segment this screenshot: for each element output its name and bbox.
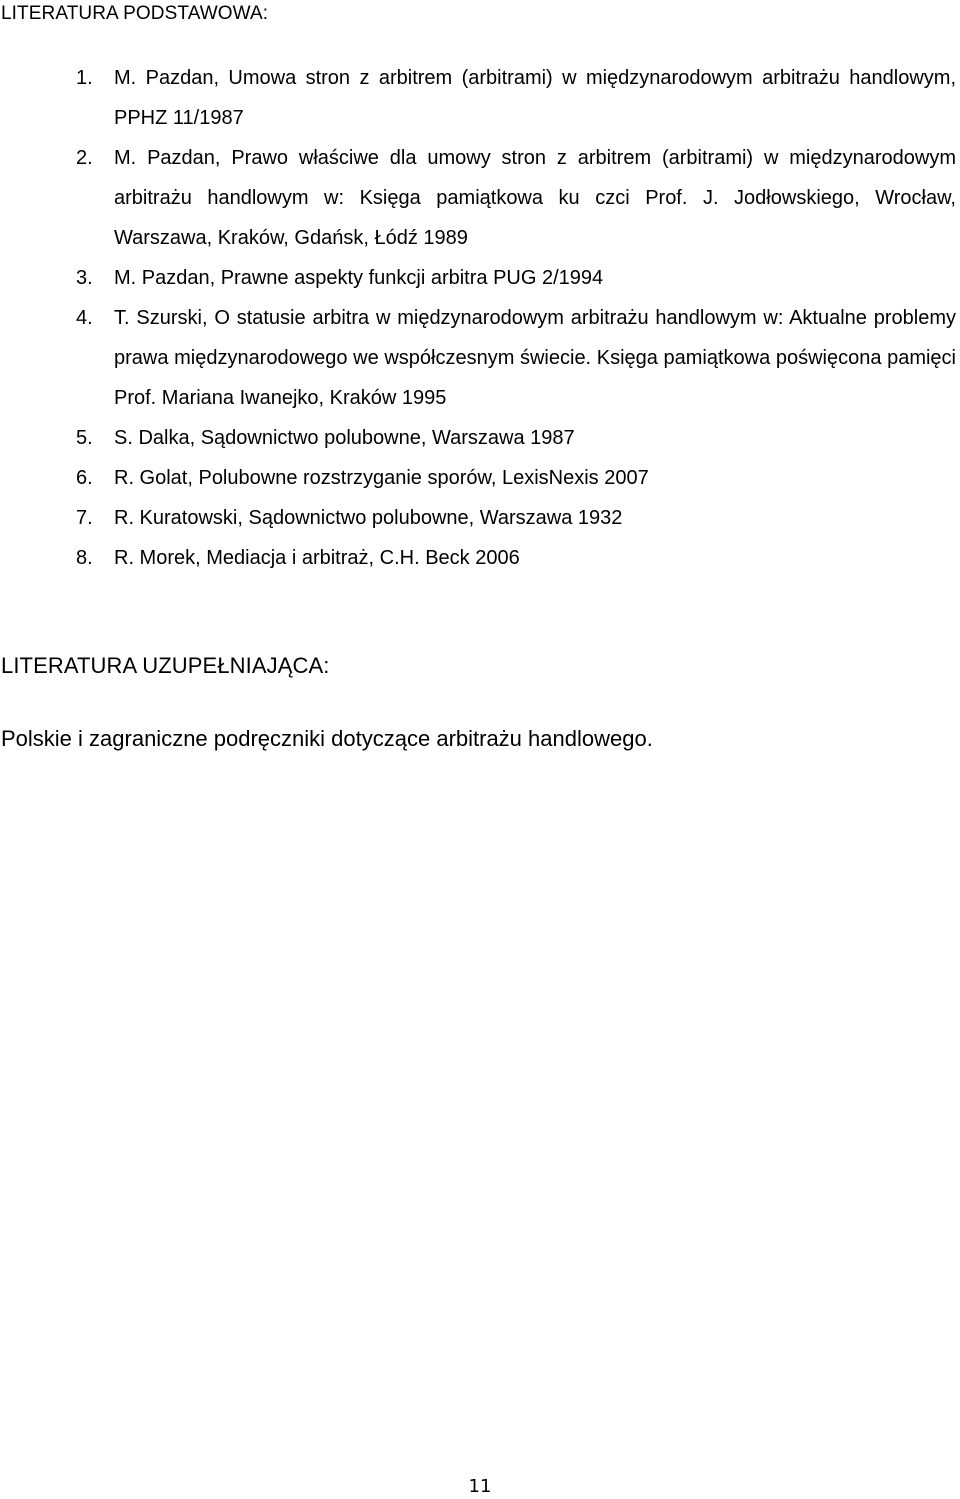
- list-item: [0, 418, 960, 458]
- list-item-number: 5.: [76, 427, 93, 449]
- list-item-text: M. Pazdan, Prawne aspekty funkcji arbitra PUG 2/1994: [114, 267, 604, 289]
- list-item-text: R. Morek, Mediacja i arbitraż, C.H. Beck 2006: [114, 547, 520, 569]
- supplementary-literature-text: Polskie i zagraniczne podręczniki dotyczące arbitrażu handlowego.: [1, 726, 653, 751]
- list-item-text: R. Golat, Polubowne rozstrzyganie sporów, LexisNexis 2007: [114, 467, 649, 489]
- basic-literature-heading: LITERATURA PODSTAWOWA:: [1, 3, 269, 24]
- list-item-number: 1.: [76, 67, 93, 89]
- list-item: [0, 258, 960, 298]
- list-item-text: M. Pazdan, Prawo właściwe dla umowy stron z arbitrem (arbitrami) w międzynarodowym arbitrażu handlowym w: Księga pamiątkowa ku czci Prof. J. Jodłowskiego, Wrocław, Warszawa, Kraków, Gdańsk, Łódź 1989: [114, 147, 956, 249]
- list-item-number: 8.: [76, 547, 93, 569]
- list-item: [0, 498, 960, 538]
- list-item-number: 4.: [76, 307, 93, 329]
- list-item-number: 2.: [76, 147, 93, 169]
- supplementary-literature-heading: LITERATURA UZUPEŁNIAJĄCA:: [1, 653, 330, 678]
- list-item-number: 6.: [76, 467, 93, 489]
- list-item-text: M. Pazdan, Umowa stron z arbitrem (arbitrami) w międzynarodowym arbitrażu handlowym, PPHZ 11/1987: [114, 67, 956, 129]
- list-item: [0, 58, 960, 138]
- list-item-number: 3.: [76, 267, 93, 289]
- list-item-text: S. Dalka, Sądownictwo polubowne, Warszawa 1987: [114, 427, 575, 449]
- list-item: [0, 538, 960, 578]
- page-number: 11: [468, 1476, 492, 1497]
- list-item: [0, 458, 960, 498]
- list-item: [0, 138, 960, 258]
- list-item-number: 7.: [76, 507, 93, 529]
- list-item: [0, 298, 960, 418]
- list-item-text: R. Kuratowski, Sądownictwo polubowne, Warszawa 1932: [114, 507, 623, 529]
- basic-literature-list: [0, 58, 960, 578]
- list-item-text: T. Szurski, O statusie arbitra w międzynarodowym arbitrażu handlowym w: Aktualne problemy prawa międzynarodowego we współczesnym świecie. Księga pamiątkowa poświęcona pamięci Prof. Mariana Iwanejko, Kraków 1995: [114, 307, 956, 409]
